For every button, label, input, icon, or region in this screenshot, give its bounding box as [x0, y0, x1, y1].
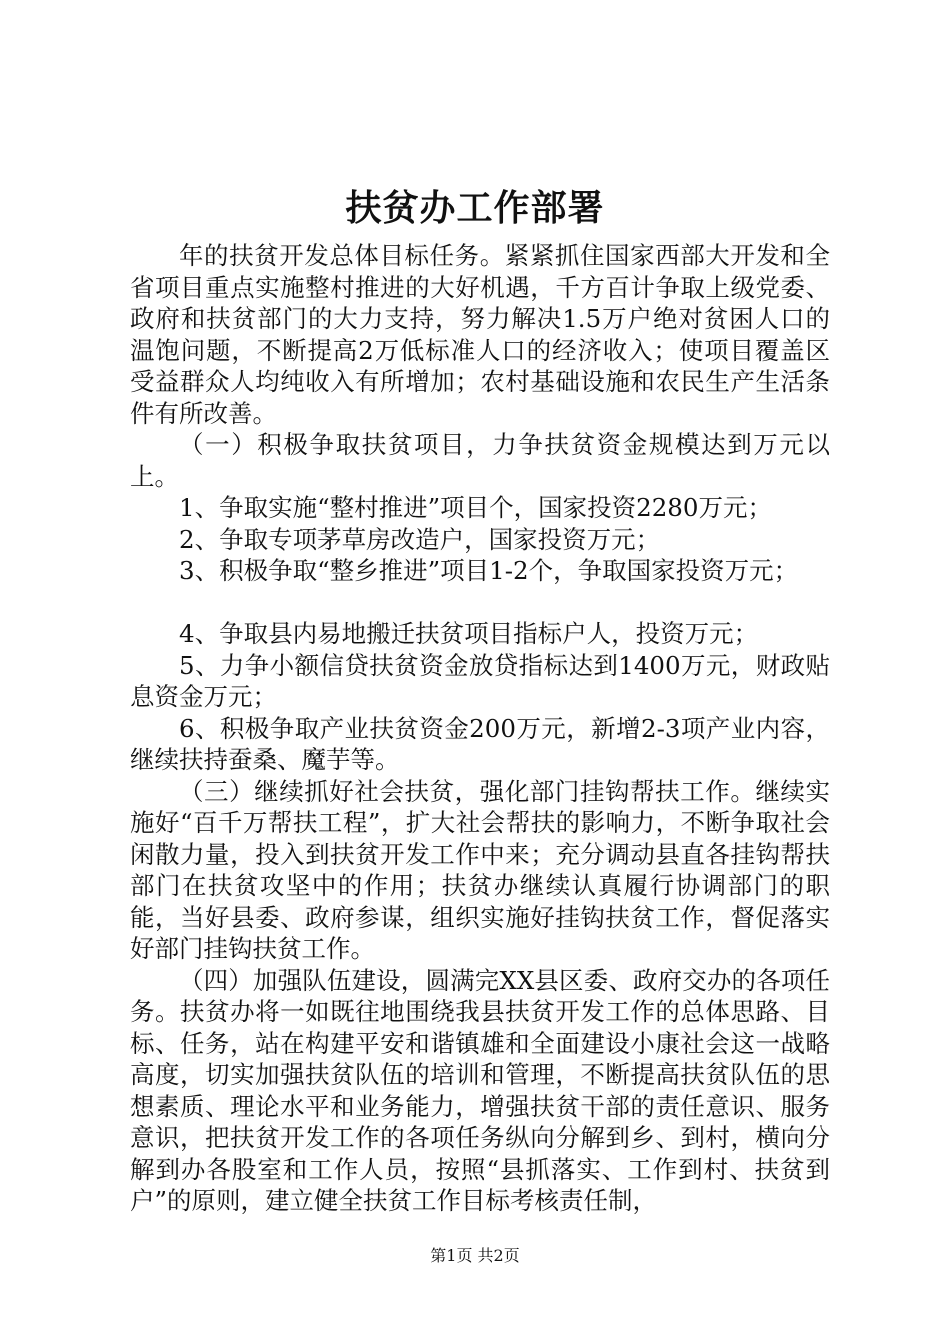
list-item-5: 5、力争小额信贷扶贫资金放贷指标达到1400万元，财政贴息资金万元；	[130, 650, 830, 711]
paragraph-section-4: （四）加强队伍建设，圆满完XX县区委、政府交办的各项任务。扶贫办将一如既往地围绕我县扶贫开发工作的总体思路、目标、任务，站在构建平安和谐镇雄和全面建设小康社会这一战略高度，切实加强扶贫队伍的培训和管理，不断提高扶贫队伍的思想素质、理论水平和业务能力，增强扶贫干部的责任意识、服务意识，把扶贫开发工作的各项任务纵向分解到乡、到村，横向分解到办各股室和工作人员，按照“县抓落实、工作到村、扶贫到户”的原则，建立健全扶贫工作目标考核责任制，	[130, 965, 830, 1215]
paragraph-section-1: （一）积极争取扶贫项目，力争扶贫资金规模达到万元以上。	[130, 430, 830, 491]
paragraph-section-3: （三）继续抓好社会扶贫，强化部门挂钩帮扶工作。继续实施好“百千万帮扶工程”，扩大社会帮扶的影响力，不断争取社会闲散力量，投入到扶贫开发工作中来；充分调动县直各挂钩帮扶部门在扶贫攻坚中的作用；扶贫办继续认真履行协调部门的职能，当好县委、政府参谋，组织实施好挂钩扶贫工作，督促落实好部门挂钩扶贫工作。	[130, 776, 830, 963]
page-number-footer: 第1页 共2页	[430, 1246, 520, 1265]
paragraph-goals: 年的扶贫开发总体目标任务。紧紧抓住国家西部大开发和全省项目重点实施整村推进的大好机遇，千方百计争取上级党委、政府和扶贫部门的大力支持，努力解决1.5万户绝对贫困人口的温饱问题，不断提高2万低标准人口的经济收入；使项目覆盖区受益群众人均纯收入有所增加；农村基础设施和农民生产生活条件有所改善。	[130, 241, 830, 428]
document-title: 扶贫办工作部署	[345, 187, 605, 229]
list-item-1: 1、争取实施“整村推进”项目个，国家投资2280万元；	[179, 493, 772, 522]
list-item-4: 4、争取县内易地搬迁扶贫项目指标户人，投资万元；	[179, 619, 759, 648]
list-item-2: 2、争取专项茅草房改造户，国家投资万元；	[179, 524, 661, 554]
paragraph-gap	[130, 587, 830, 619]
list-item-3: 3、积极争取“整乡推进”项目1-2个，争取国家投资万元；	[179, 556, 799, 585]
list-item-6: 6、积极争取产业扶贫资金200万元，新增2-3项产业内容，继续扶持蚕桑、魔芋等。	[130, 713, 830, 774]
document-body	[130, 240, 830, 1217]
